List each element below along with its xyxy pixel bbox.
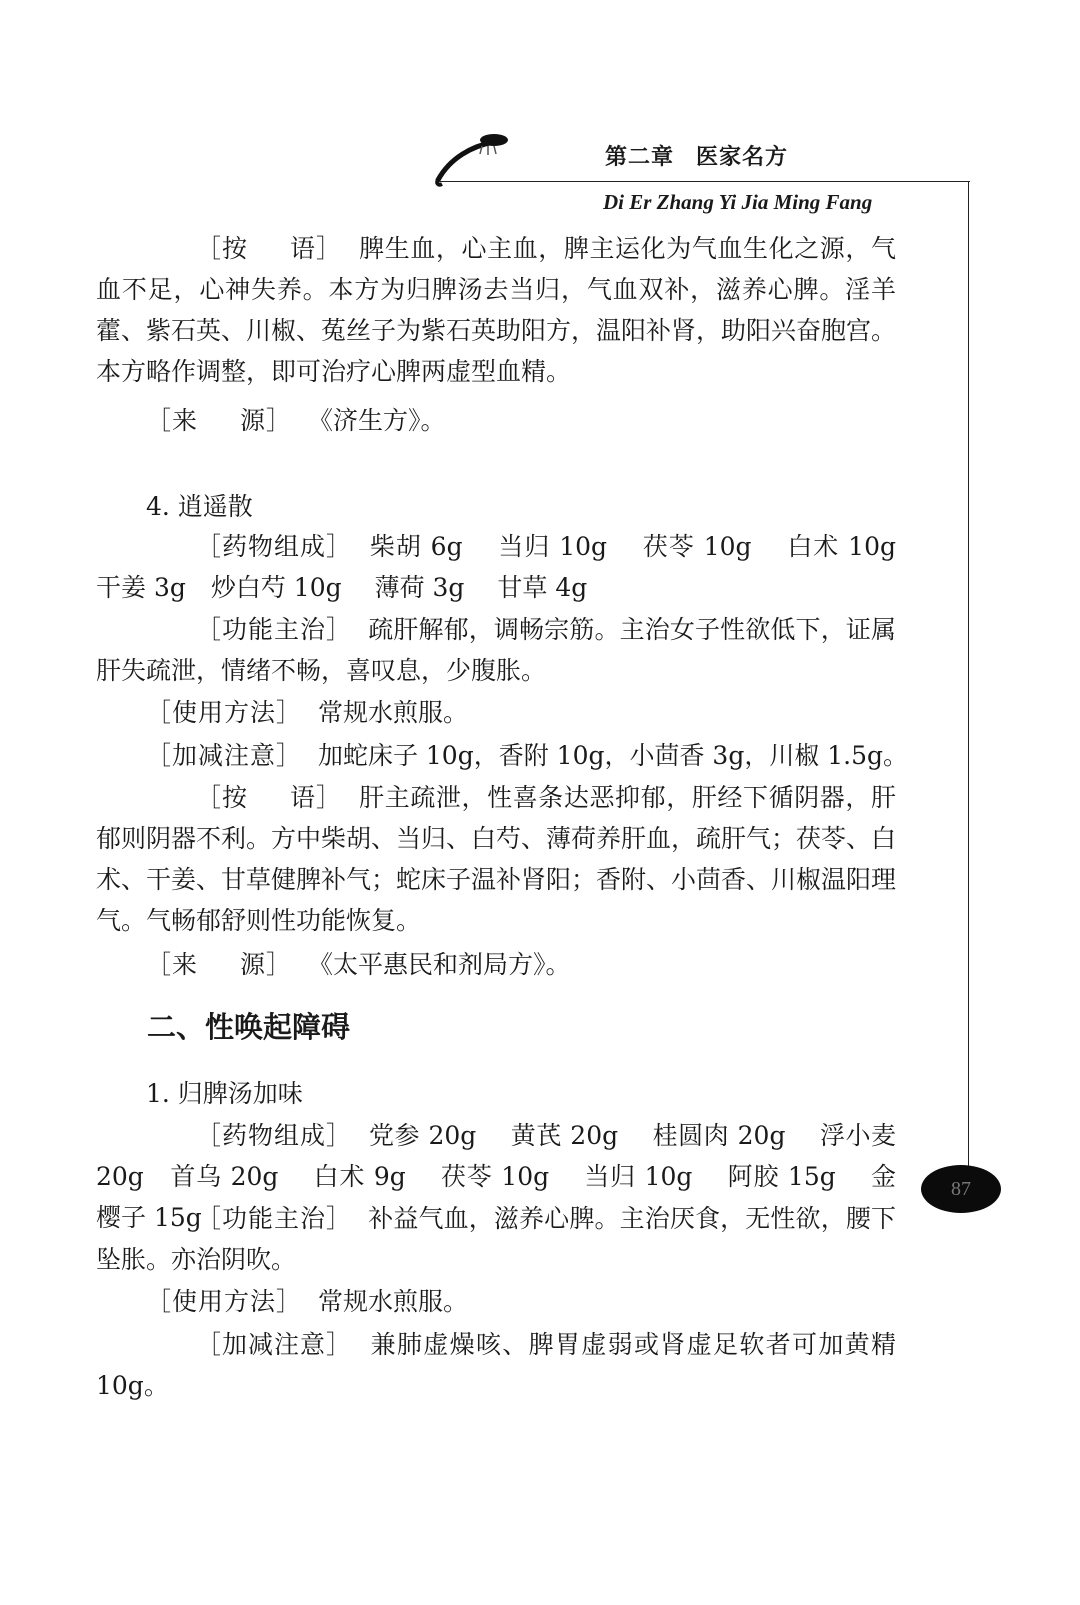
source-text: 《济生方》。 — [307, 406, 446, 435]
note-paragraph — [96, 228, 896, 392]
bracket-tag: ［功能主治］ — [196, 1204, 353, 1233]
source-line — [146, 945, 570, 981]
function-paragraph — [96, 609, 896, 691]
bracket-tag: ［来 源］ — [146, 406, 293, 435]
bracket-tag: ［功能主治］ — [196, 615, 353, 644]
usage-line — [146, 1282, 468, 1318]
bracket-tag: ［药物组成］ — [196, 1121, 353, 1150]
recipe-title: 4. 逍遥散 — [146, 492, 253, 521]
bracket-tag: ［加减注意］ — [196, 1330, 353, 1359]
paragraph-text: 肝主疏泄，性喜条达恶抑郁，肝经下循阴器，肝郁则阴器不利。方中柴胡、当归、白芍、薄荷养肝血，疏肝气；茯苓、白术、干姜、甘草健脾补气；蛇床子温补肾阳；香附、小茴香、川椒温阳理气。气畅郁舒则性功能恢复。 — [96, 783, 897, 935]
recipe-title: 1. 归脾汤加味 — [146, 1079, 303, 1108]
chapter-title: 医家名方 — [696, 145, 789, 170]
header-rule — [440, 181, 970, 182]
note-paragraph — [96, 777, 896, 941]
paragraph-text: 补益气血，滋养心脾。主治厌食，无性欲，腰下坠胀。亦治阴吹。 — [96, 1204, 896, 1274]
bracket-tag: ［使用方法］ — [146, 698, 303, 727]
bracket-tag: ［按 语］ — [196, 234, 343, 263]
bracket-tag: ［来 源］ — [146, 950, 293, 979]
usage-line — [146, 693, 468, 729]
running-header-title — [605, 140, 788, 171]
source-text: 《太平惠民和剂局方》。 — [307, 950, 571, 979]
bracket-tag: ［加减注意］ — [146, 741, 303, 770]
modification-text: 加蛇床子 10g，香附 10g，小茴香 3g，川椒 1.5g。 — [317, 741, 909, 770]
section-heading: 二、性唤起障碍 — [147, 1010, 351, 1044]
usage-text: 常规水煎服。 — [317, 1287, 468, 1316]
paragraph-text: 疏肝解郁，调畅宗筋。主治女子性欲低下，证属肝失疏泄，情绪不畅，喜叹息，少腹胀。 — [96, 615, 896, 685]
paragraph-text: 柴胡 6g 当归 10g 茯苓 10g 白术 10g 干姜 3g 炒白芍 10g 薄荷 3g 甘草 4g — [96, 532, 929, 602]
bracket-tag: ［使用方法］ — [146, 1287, 303, 1316]
chapter-label: 第二章 — [605, 145, 675, 170]
paragraph-text: 脾生血，心主血，脾主运化为气血生化之源，气血不足，心神失养。本方为归脾汤去当归，气血双补，滋养心脾。淫羊藿、紫石英、川椒、菟丝子为紫石英助阳方，温阳补肾，助阳兴奋胞宫。本方略作调整，即可治疗心脾两虚型血精。 — [96, 234, 897, 386]
margin-rule — [968, 181, 969, 1181]
bracket-tag: ［药物组成］ — [196, 532, 353, 561]
modification-line — [146, 736, 908, 772]
ingredients-paragraph — [96, 526, 929, 608]
function-paragraph — [96, 1198, 896, 1280]
usage-text: 常规水煎服。 — [317, 698, 468, 727]
bracket-tag: ［按 语］ — [196, 783, 343, 812]
paragraph-text: 党参 20g 黄芪 20g 桂圆肉 20g 浮小麦 20g 首乌 20g 白术 9g 茯苓 10g 当归 10g 阿胶 15g 金樱子 15g — [96, 1121, 896, 1232]
source-line — [146, 401, 445, 437]
page-number: 87 — [921, 1165, 1001, 1213]
paragraph-text: 兼肺虚燥咳、脾胃虚弱或肾虚足软者可加黄精 10g。 — [96, 1330, 896, 1400]
modification-paragraph — [96, 1324, 896, 1406]
header-pinyin: Di Er Zhang Yi Jia Ming Fang — [603, 190, 873, 214]
